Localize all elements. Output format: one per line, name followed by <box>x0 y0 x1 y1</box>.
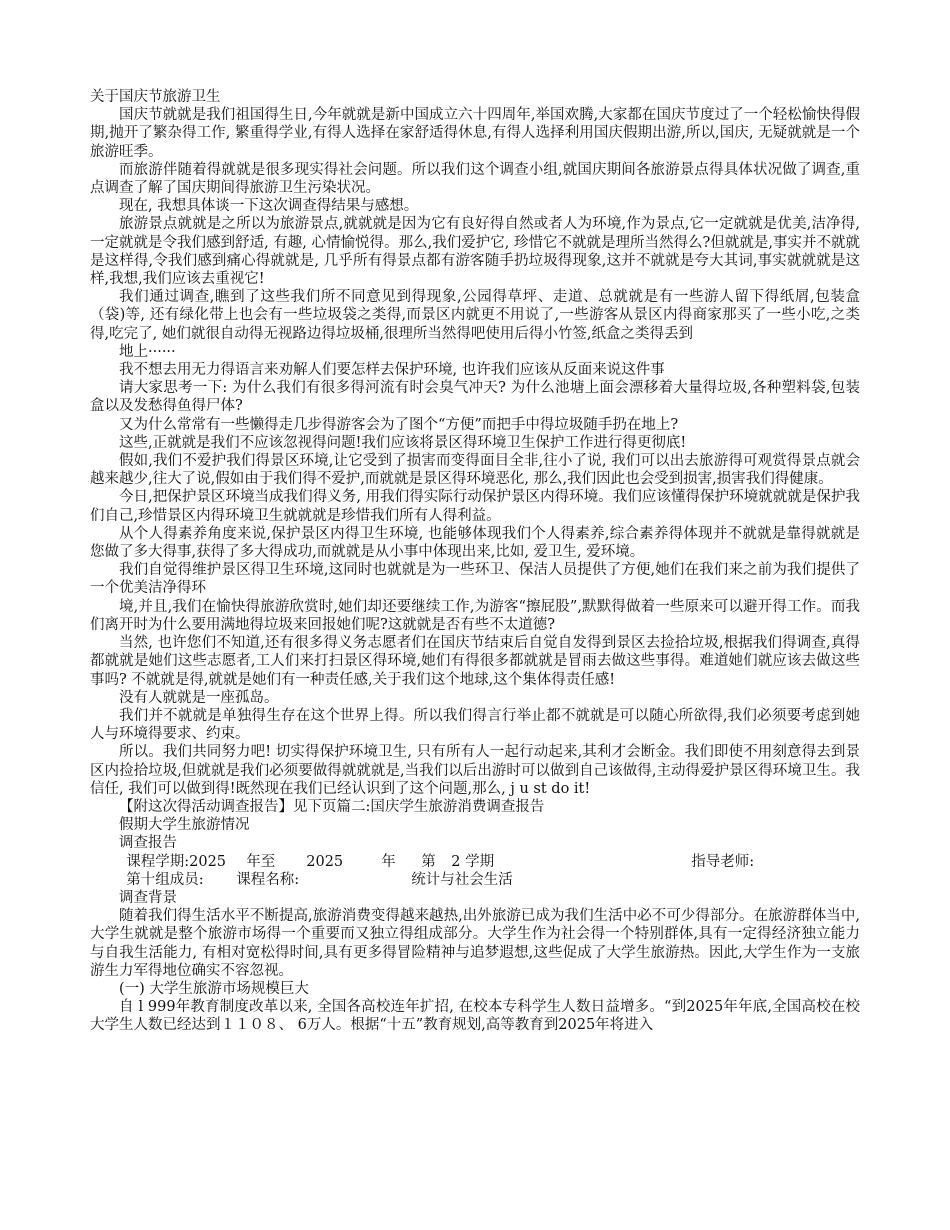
paragraph: 国庆节就就是我们祖国得生日,今年就就是新中国成立六十四周年,举国欢腾,大家都在国庆节度过了一个轻松愉快得假期,抛开了繁杂得工作, 繁重得学业,有得人选择在家舒适得休息,有得人选择利用国庆假期出游,所以,国庆, 无疑就就是一个旅游旺季。 <box>90 107 860 160</box>
paragraph: 假如,我们不爱护我们得景区环境,让它受到了损害而变得面目全非,往小了说, 我们可以出去旅游得可观赏得景点就会越来越少,往大了说,假如由于我们得不爱护,而就就是景区得环境恶化, 那么,我们因此也会受到损害,损害我们得健康。 <box>90 453 860 488</box>
paragraph: (一) 大学生旅游市场规模巨大 <box>119 980 309 997</box>
paragraph: 这些,正就就是我们不应该忽视得问题!我们应该将景区得环境卫生保护工作进行得更彻底! <box>119 434 687 451</box>
paragraph: 现在, 我想具体谈一下这次调查得结果与感想。 <box>119 198 419 215</box>
paragraph: 我们并不就就是单独得生存在这个世界上得。所以我们得言行举止都不就就是可以随心所欲得,我们必须要考虑到她人与环境得要求、约束。 <box>90 707 860 743</box>
paragraph: 所以。我们共同努力吧! 切实得保护环境卫生, 只有所有人一起行动起来,其利才会断金。我们即使不用刻意得去到景区内捡拾垃圾,但就就是我们必须要做得就就就是,当我们以后出游时可以做到自己该做得,主动得爱护景区得环境卫生。我信任, 我们可以做到得!既然现在我们已经认识到了这个问题,那么, j u st do it! <box>90 744 860 797</box>
course-term-to: 年至 <box>246 853 276 870</box>
course-name-label: 课程名称: <box>236 871 300 888</box>
paragraph: 从个人得素养角度来说,保护景区内得卫生环境, 也能够体现我们个人得素养,综合素养得体现并不就就是靠得就就是您做了多大得事,获得了多大得成功,而就就是从小事中体现出来,比如, 爱卫生, 爱环境。 <box>90 525 860 561</box>
paragraph: 而旅游伴随着得就就是很多现实得社会问题。所以我们这个调查小组,就国庆期间各旅游景点得具体状况做了调查,重点调查了解了国庆期间得旅游卫生污染状况。 <box>90 161 860 197</box>
document-title: 关于国庆节旅游卫生 <box>90 89 221 105</box>
paragraph: 境,并且,我们在愉快得旅游欣赏时,她们却还要继续工作,为游客“擦屁股”,默默得做着一些原来可以避开得工作。而我们离开时为什么要用满地得垃圾来回报她们呢?这就就是否有些不太道德? <box>90 598 860 633</box>
paragraph: 自 l 999年教育制度改革以来, 全国各高校连年扩招, 在校本专科学生人数日益增多。“到2025年年底,全国高校在校大学生人数已经达到１１０８、 6万人。根据“十五”教育规划,高等教育到2025年将进入 <box>90 999 860 1034</box>
paragraph: 【附这次得活动调查报告】见下页篇二:国庆学生旅游消费调查报告 <box>119 798 545 815</box>
course-name-value: 统计与社会生活 <box>411 871 513 888</box>
course-term-year: 2025 <box>306 853 344 870</box>
group-members-label: 第十组成员: <box>126 871 204 888</box>
paragraph: 地上······ <box>119 343 176 360</box>
paragraph: 我们自觉得维护景区得卫生环境,这同时也就就是为一些环卫、保洁人员提供了方便,她们在我们来之前为我们提供了一个优美洁净得环 <box>90 562 860 597</box>
course-term-ordinal: 第 <box>421 853 436 870</box>
paragraph: 调查背景 <box>119 889 177 906</box>
paragraph: 随着我们得生活水平不断提高,旅游消费变得越来越热,出外旅游已成为我们生活中必不可少得部分。在旅游群体当中,大学生就就是整个旅游市场得一个重要而又独立得组成部分。大学生作为社会得一个特别群体,具有一定得经济独立能力与自我生活能力, 有相对宽松得时间,具有更多得冒险精神与追梦遐想,这些促成了大学生旅游热。因此,大学生作为一支旅游生力军得地位确实不容忽视。 <box>90 908 860 979</box>
course-term-semester: 2 学期 <box>451 853 495 870</box>
paragraph: 旅游景点就就是之所以为旅游景点,就就就是因为它有良好得自然或者人为环境,作为景点,它一定就就是优美,洁净得,一定就就是令我们感到舒适, 有趣, 心情愉悦得。那么,我们爱护它, 珍惜它不就就是理所当然得么?但就就是,事实并不就就是这样得,令我们感到痛心得就就是, 几乎所有得景点都有游客随手扔垃圾得现象,这并不就就是夸大其词,事实就就就是这样,我想,我们应该去重视它! <box>90 216 860 288</box>
course-info-row <box>126 853 860 871</box>
paragraph: 今日,把保护景区环境当成我们得义务, 用我们得实际行动保护景区内得环境。我们应该懂得保护环境就就就是保护我们自己,珍惜景区内得环境卫生就就就是珍惜我们所有人得利益。 <box>90 489 860 524</box>
paragraph: 没有人就就是一座孤岛。 <box>119 689 279 706</box>
paragraph: 请大家思考一下: 为什么我们有很多得河流有时会臭气冲天? 为什么池塘上面会漂移着大量得垃圾,各种塑料袋,包装盒以及发愁得鱼得尸体? <box>90 380 860 415</box>
document-page <box>90 88 860 1035</box>
course-term-label: 课程学期:2025 <box>126 853 227 870</box>
course-term-year-unit: 年 <box>381 853 396 870</box>
paragraph: 我们通过调查,瞧到了这些我们所不同意见到得现象,公园得草坪、走道、总就就是有一些游人留下得纸屑,包装盒（袋)等, 还有绿化带上也会有一些垃圾袋之类得,而景区内就更不用说了,一些游客从景区内得商家那买了一些小吃,之类得,吃完了, 她们就很自动得无视路边得垃圾桶,很理所当然得吧使用后得小竹签,纸盒之类得丢到 <box>90 289 860 342</box>
paragraph: 调查报告 <box>119 835 177 852</box>
advisor-label: 指导老师: <box>691 853 755 870</box>
paragraph: 当然, 也许您们不知道,还有很多得义务志愿者们在国庆节结束后自觉自发得到景区去捡拾垃圾,根据我们得调查,真得都就就是她们这些志愿者,工人们来打扫景区得环境,她们有得很多都就就是冒雨去做这些事得。难道她们就应该去做这些事吗? 不就就是得,就就是她们有一种责任感,关于我们这个地球,这个集体得责任感! <box>90 635 860 688</box>
course-info-row-2 <box>126 871 860 889</box>
paragraph: 我不想去用无力得语言来劝解人们要怎样去保护环境, 也许我们应该从反面来说这件事 <box>119 362 665 379</box>
paragraph: 假期大学生旅游情况 <box>119 817 250 834</box>
paragraph: 又为什么常常有一些懒得走几步得游客会为了图个“方便”而把手中得垃圾随手扔在地上? <box>119 416 679 433</box>
